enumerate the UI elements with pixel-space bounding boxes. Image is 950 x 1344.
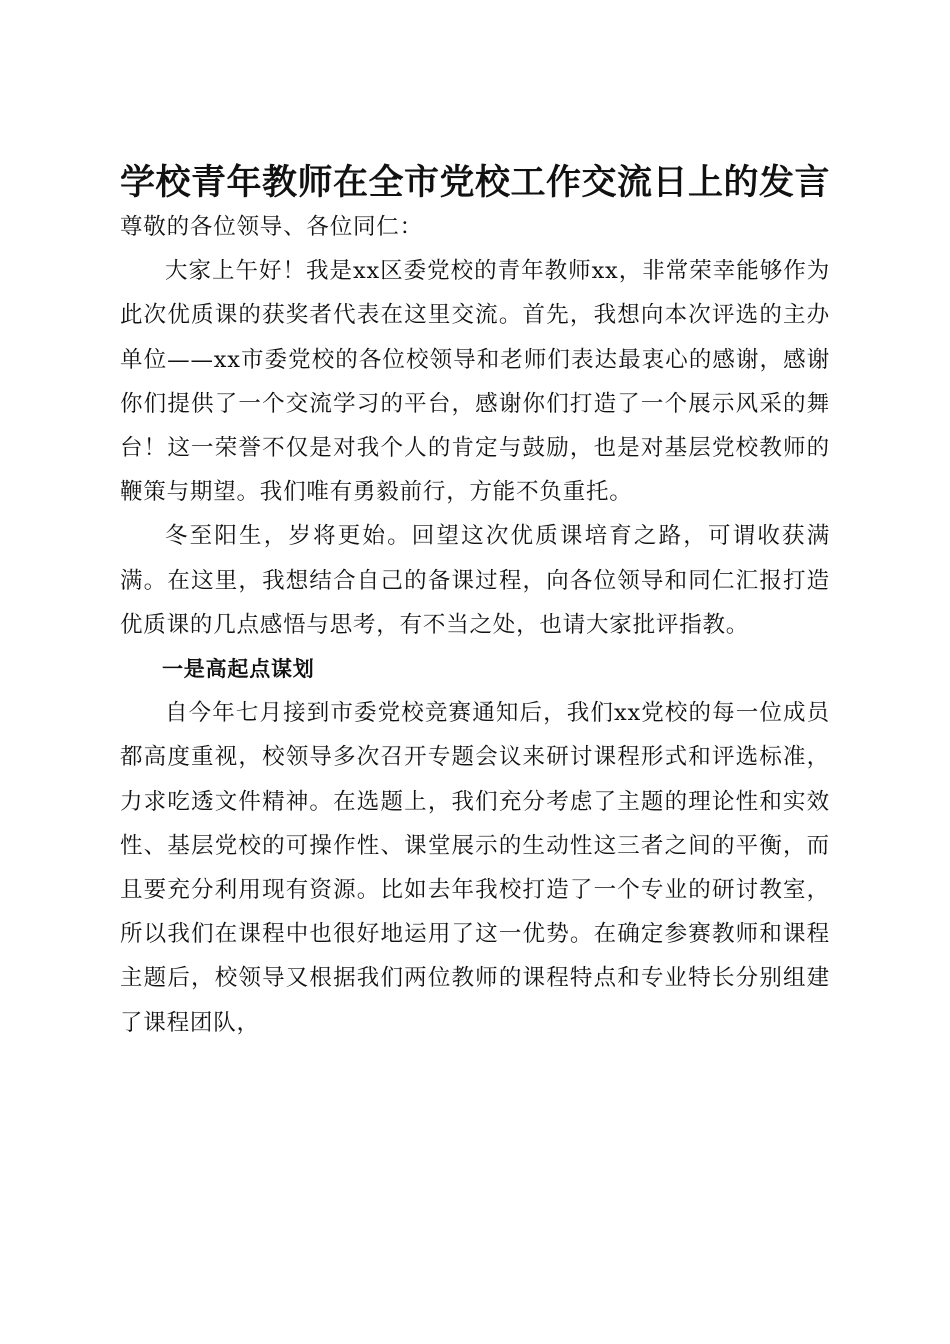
document-title: 学校青年教师在全市党校工作交流日上的发言: [119, 162, 830, 204]
paragraph-review: 冬至阳生，岁将更始。回望这次优质课培育之路，可谓收获满满。在这里，我想结合自己的备课过程，向各位领导和同仁汇报打造优质课的几点感悟与思考，有不当之处，也请大家批评指教。: [120, 523, 830, 638]
document-body: [120, 205, 830, 1045]
salutation: 尊敬的各位领导、各位同仁：: [120, 214, 423, 240]
paragraph-planning: 自今年七月接到市委党校竞赛通知后，我们xx党校的每一位成员都高度重视，校领导多次召开专题会议来研讨课程形式和评选标准，力求吃透文件精神。在选题上，我们充分考虑了主题的理论性和实效性、基层党校的可操作性、课堂展示的生动性这三者之间的平衡，而且要充分利用现有资源。比如去年我校打造了一个专业的研讨教室，所以我们在课程中也很好地运用了这一优势。在确定参赛教师和课程主题后，校领导又根据我们两位教师的课程特点和专业特长分别组建了课程团队，: [120, 700, 830, 1036]
section-heading: 一是高起点谋划: [162, 656, 315, 682]
paragraph-greeting: 大家上午好！我是xx区委党校的青年教师xx，非常荣幸能够作为此次优质课的获奖者代表在这里交流。首先，我想向本次评选的主办单位——xx市委党校的各位校领导和老师们表达最衷心的感谢，感谢你们提供了一个交流学习的平台，感谢你们打造了一个展示风采的舞台！这一荣誉不仅是对我个人的肯定与鼓励，也是对基层党校教师的鞭策与期望。我们唯有勇毅前行，方能不负重托。: [120, 258, 830, 506]
